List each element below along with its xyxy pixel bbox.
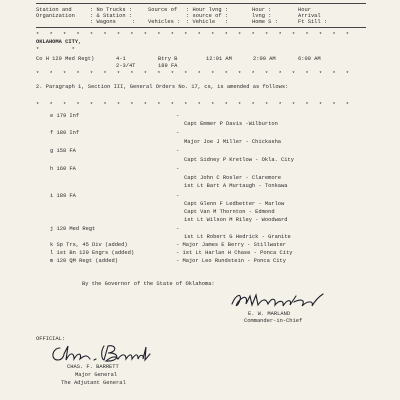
barrett-rank: Major General [75,372,118,378]
official-label: OFFICIAL: [36,336,66,342]
header-col5-b: lvng : [252,13,272,19]
header-col6-b: Arrival [298,13,321,19]
amendment-officer: 1st Lt Robert G Hedrick - Granite [184,234,291,240]
station-org: Co H 120 Med Regt) [36,56,95,62]
station-source-unit: 189 FA [158,63,178,69]
amendment-officer: Capt Van M Thornton - Edmond [184,209,275,215]
dash: - [176,130,180,136]
amendment-unit: h 160 FA [50,166,76,172]
header-col1-a: Station and [36,7,72,13]
amendment-unit: m 120 QM Regt (added) [50,258,118,264]
stars-divider-3: * * * * * * * * * * * * * * * * * * * * * * * * [36,102,353,108]
amendment-unit: j 120 Med Regt [50,226,96,232]
amendment-officer: - Major Leo Rundstein - Ponca City [176,258,286,264]
marland-title: Commander-in-Chief [244,318,303,324]
header-rule-bottom [36,27,366,28]
header-col5-c: Home S : [252,19,278,25]
amendment-officer: 1st Lt Bart A Murtaugh - Tonkawa [184,183,288,189]
amendment-unit: l 1st Bn 120 Engrs (added) [50,250,135,256]
amendment-officer: Major Joe J Miller - Chickasha [184,139,282,145]
header-col2-c: : Wagons : [90,19,136,25]
dash: - [176,148,180,154]
header-col4-c: : Vehicle : [186,19,229,25]
amendment-officer: - Major James E Berry - Stillwater [176,242,286,248]
header-col3-a: Source of [148,7,178,13]
stars-divider-1: * * * * * * * * * * * * * * * * * * * * * * * * [36,32,353,38]
station-leave-home: 2:00 AM [253,56,276,62]
header-col3-c: Vehicles : [148,19,181,25]
header-col6-c: Ft Sill : [298,19,328,25]
amendment-officer: Capt John C Rosler - Claremore [184,175,282,181]
station-trucks-size: 2-3/4T [116,63,136,69]
dash: - [176,193,180,199]
governor-line: By the Governor of the State of Oklahoma: [82,281,215,287]
barrett-name: CHAS. F. BARRETT [67,364,119,370]
amendment-officer: Capt Sidney P Kretlow - Okla. City [184,157,294,163]
header-col4-a: : Hour lvng : [186,7,229,13]
header-col2-a: : No Trucks : [90,7,133,13]
marland-name: E. W. MARLAND [248,311,291,317]
amendment-officer: 1st Lt Wilson M Riley - Woodward [184,217,288,223]
amendment-paragraph: 2. Paragraph 1, Section III, General Orders No. 17, cs, is amended as follows: [36,84,289,90]
amendment-unit: f 180 Inf [50,130,80,136]
amendment-unit: e 179 Inf [50,113,80,119]
dash: - [176,113,180,119]
header-col6-a: Hour [298,7,311,13]
amendment-officer: - 1st Lt Harlan H Chase - Ponca City [176,250,293,256]
header-col1-b: Organization [36,13,75,19]
dash: - [176,226,180,232]
header-col2-b: : & Station : [90,13,133,19]
marland-signature [228,290,328,312]
station-stars: * * [36,47,75,53]
header-col5-a: Hour : [252,7,272,13]
amendment-officer: Capt Emmer P Davis -Wilburton [184,121,278,127]
header-col4-b: : source of : [186,13,229,19]
station-arrival: 6:00 AM [298,56,321,62]
station-source: Btry B [158,56,178,62]
dash: - [176,166,180,172]
amendment-unit: g 158 FA [50,148,76,154]
barrett-signature [46,342,156,366]
amendment-officer: Capt Glenn F Ledbetter - Marlow [184,201,285,207]
stars-divider-2: * * * * * * * * * * * * * * * * * * * * * * * * [36,71,353,77]
header-rule-top [36,3,366,4]
amendment-unit: k Sp Trs, 45 Div (added) [50,242,128,248]
station-name: OKLAHOMA CITY, [36,39,82,45]
station-leave-source: 12:01 AM [206,56,232,62]
station-trucks: 4-1 [116,56,126,62]
amendment-unit: i 189 FA [50,193,76,199]
barrett-title: The Adjutant General [61,380,126,386]
